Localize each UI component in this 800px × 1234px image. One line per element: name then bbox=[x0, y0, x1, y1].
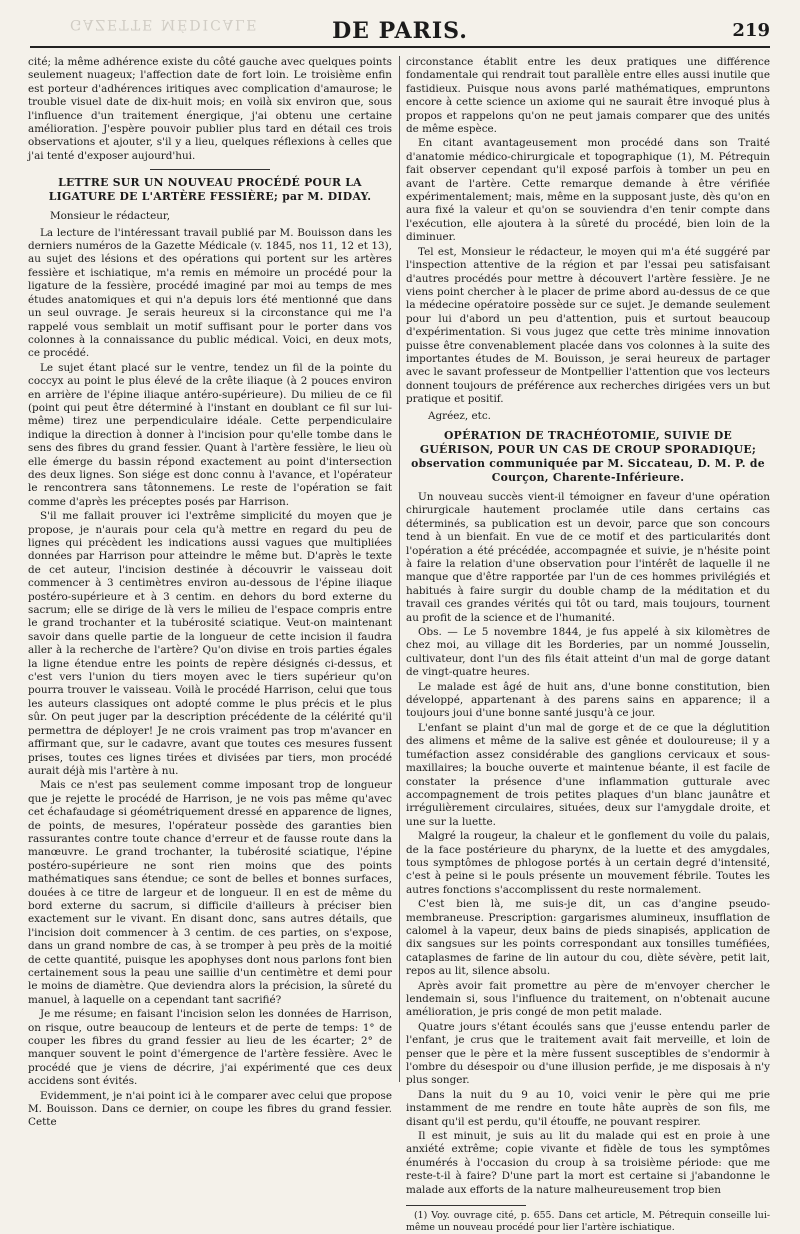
paragraph: Evidemment, je n'ai point ici à le comparer avec celui que propose M. Bouisson. Dans ce dernier, on coupe les fibres du grand fessier. Cette bbox=[28, 1089, 392, 1129]
paragraph: La lecture de l'intéressant travail publié par M. Bouisson dans les derniers numéros de la Gazette Médicale (v. 1845, nos 11, 12 et 13), au sujet des lésions et des opérations qui portent sur les artères fessière et ischiatique, m'a remis en mémoire un procédé pour la ligature de la fessière, procédé imaginé par moi au temps de mes études anatomiques et qui n'a depuis lors été mentionné que dans un seul ouvrage. Je serais heureux si la circonstance qui me l'a rappelé vous semblait un motif suffisant pour le porter dans vos colonnes à la connaissance du public médical. Voici, en deux mots, ce procédé. bbox=[28, 226, 392, 360]
paragraph: Un nouveau succès vient-il témoigner en faveur d'une opération chirurgicale hautement proclamée utile dans certains cas déterminés, sa publication est un devoir, parce que son concours tend à un bienfait. En vue de ce motif et des particularités dont l'opération a été précédée, accompagnée et suivie, je n'hésite point à faire la relation d'une observation pour l'intérêt de laquelle il ne manque que d'être rapportée par l'un de ces hommes privilégiés et habitués à faire surgir du double champ de la méditation et du travail ces grandes vérités qui tôt ou tard, mais toujours, tournent au profit de la science et de l'humanité. bbox=[406, 490, 770, 624]
article-title-tracheotomie: OPÉRATION DE TRACHÉOTOMIE, SUIVIE DE GUÉRISON, POUR UN CAS DE CROUP SPORADIQUE; observation communiquée par M. Siccateau, D. M. P. de Courçon, Charente-Inférieure. bbox=[411, 428, 765, 484]
left-column bbox=[28, 56, 392, 1129]
paragraph: Le malade est âgé de huit ans, d'une bonne constitution, bien développé, appartenant à des parens sains en apparence; il a toujours joui d'une bonne santé jusqu'à ce jour. bbox=[406, 680, 770, 720]
footnote-rule bbox=[406, 1205, 526, 1206]
paragraph: Il est minuit, je suis au lit du malade qui est en proie à une anxiété extrême; copie vivante et fidèle de tous les symptômes énumérés à l'occasion du croup à sa troisième période: que me reste-t-il à faire? D'une part la mort est certaine si j'abandonne le malade aux efforts de la nature malheureusement trop bien bbox=[406, 1130, 770, 1196]
paragraph: Quatre jours s'étant écoulés sans que j'eusse entendu parler de l'enfant, je crus que le traitement avait fait merveille, et loin de penser que le père et la mère fussent susceptibles de s'endormir à l'ombre du désespoir ou d'une illusion perfide, je me disposais à n'y plus songer. bbox=[406, 1020, 770, 1087]
continued-paragraph: cité; la même adhérence existe du côté gauche avec quelques points seulement nuageux; l'affection date de fort loin. Le troisième enfin est porteur d'adhérences iritiques avec complication d'amaurose; le trouble visuel date de dix-huit mois; en voilà six environ que, sous l'influence d'un traitement énergique, j'ai obtenu une certaine amélioration. J'espère pouvoir publier plus tard en détail ces trois observations et ajouter, s'il y a lieu, quelques réflexions à celles que j'ai tenté d'exposer aujourd'hui. bbox=[28, 56, 392, 162]
journal-title: DE PARIS. bbox=[332, 18, 468, 44]
article-title-diday: LETTRE SUR UN NOUVEAU PROCÉDÉ POUR LA LIGATURE DE L'ARTÈRE FESSIÈRE; par M. DIDAY. bbox=[48, 176, 372, 204]
page-number: 219 bbox=[732, 20, 770, 41]
paragraph: L'enfant se plaint d'un mal de gorge et de ce que la déglutition des alimens et même de la salive est gênée et douloureuse; il y a tuméfaction assez considérable des ganglions cervicaux et sous-maxillaires; la bouche ouverte et maintenue béante, il est facile de constater la présence d'une inflammation gutturale avec accompagnement de trois petites plaques d'un blanc jaunâtre et irrégulièrement circulaires, situées, deux sur l'amygdale droite, et une sur la luette. bbox=[406, 721, 770, 828]
bleed-through-text: GAZETTE MÉDICALE bbox=[70, 16, 259, 32]
separator-rule bbox=[150, 169, 270, 170]
column-divider bbox=[399, 56, 400, 1082]
page-header bbox=[30, 16, 770, 48]
paragraph: Le sujet étant placé sur le ventre, tendez un fil de la pointe du coccyx au point le plus élevé de la crête iliaque (à 2 pouces environ en arrière de l'épine iliaque antéro-supérieure). Du milieu de ce fil (point qui peut être déterminé à l'instant en doublant ce fil sur lui-même) tirez une perpendiculaire idéale. Cette perpendiculaire indique la direction à donner à l'incision pour qu'elle tombe dans le sens des fibres du grand fessier. Quant à l'artère fessière, le lieu où elle émerge du bassin répond exactement au point d'intersection des deux lignes. Son siége est donc connu à l'avance, et l'opérateur le rencontrera sans tâtonnemens. Le reste de l'opération se fait comme d'après les préceptes posés par Harrison. bbox=[28, 361, 392, 508]
paragraph: Obs. — Le 5 novembre 1844, je fus appelé à six kilomètres de chez moi, au village dit les Borderies, par un nommé Jousselin, cultivateur, dont l'un des fils était atteint d'un mal de gorge datant de vingt-quatre heures. bbox=[406, 626, 770, 679]
paragraph: Après avoir fait promettre au père de m'envoyer chercher le lendemain si, sous l'influence du traitement, on n'obtenait aucune amélioration, je pris congé de mon petit malade. bbox=[406, 979, 770, 1019]
paragraph: Dans la nuit du 9 au 10, voici venir le père qui me prie instamment de me rendre en toute hâte auprès de son fils, me disant qu'il est perdu, qu'il étouffe, ne pouvant respirer. bbox=[406, 1088, 770, 1128]
continued-paragraph: circonstance établit entre les deux pratiques une différence fondamentale qui rendrait tout parallèle entre elles aussi inutile que fastidieux. Puisque nous avons parlé mathématiques, empruntons encore à cette science un axiome qui ne saurait être invoqué plus à propos et rappelons qu'on ne peut jamais comparer que des unités de même espèce. bbox=[406, 56, 770, 136]
paragraph: Malgré la rougeur, la chaleur et le gonflement du voile du palais, de la face postérieure du pharynx, de la luette et des amygdales, tous symptômes de phlogose portés à un certain degré d'intensité, c'est à peine si le pouls présente un mouvement fébrile. Toutes les autres fonctions s'accomplissent du reste normalement. bbox=[406, 830, 770, 896]
paragraph: En citant avantageusement mon procédé dans son Traité d'anatomie médico-chirurgicale et topographique (1), M. Pétrequin fait observer cependant qu'il exposé parfois à tomber un peu en avant de l'artère. Cette remarque demande à être vérifiée expérimentalement; mais, même en la supposant juste, dès qu'on en aura fixé la valeur et qu'on se souviendra d'en tenir compte dans l'exécution, elle ajoutera à la sûreté du procédé, bien loin de la diminuer. bbox=[406, 137, 770, 244]
footnote: (1) Voy. ouvrage cité, p. 655. Dans cet article, M. Pétrequin conseille lui-même un nouveau procédé pour lier l'artère ischiatique. bbox=[406, 1210, 770, 1234]
paragraph: Tel est, Monsieur le rédacteur, le moyen qui m'a été suggéré par l'inspection attentive de la région et par l'essai peu satisfaisant d'autres procédés pour mettre à découvert l'artère fessière. Je ne viens point chercher à le placer de prime abord au-dessus de ce que la médecine opératoire possède sur ce sujet. Je demande seulement pour lui d'abord un peu d'attention, puis et surtout beaucoup d'expérimentation. Si vous jugez que cette très minime innovation puisse être convenablement placée dans vos colonnes à la suite des importantes études de M. Bouisson, je serai heureux de partager avec le savant professeur de Montpellier l'attention que vos lecteurs donnent toujours de préférence aux recherches dirigées vers un but pratique et positif. bbox=[406, 245, 770, 406]
signoff: Agréez, etc. bbox=[428, 409, 491, 422]
salutation: Monsieur le rédacteur, bbox=[50, 210, 171, 223]
paragraph: Je me résume; en faisant l'incision selon les données de Harrison, on risque, outre beaucoup de lenteurs et de perte de temps: 1° de couper les fibres du grand fessier au lieu de les écarter; 2° de manquer souvent le point d'émergence de l'artère fessière. Avec le procédé que je viens de décrire, j'ai expérimenté que ces deux accidens sont évités. bbox=[28, 1008, 392, 1088]
paragraph: C'est bien là, me suis-je dit, un cas d'angine pseudo-membraneuse. Prescription: gargarismes alumineux, insufflation de calomel à la vapeur, deux bains de pieds sinapisés, application de dix sangsues sur les points correspondant aux tonsilles tuméfiées, cataplasmes de farine de lin autour du cou, diète sévère, petit lait, repos au lit, silence absolu. bbox=[406, 898, 770, 978]
paragraph: S'il me fallait prouver ici l'extrême simplicité du moyen que je propose, je n'aurais pour cela qu'à mettre en regard du peu de lignes qui précèdent les indications aussi vagues que multipliées données par Harrison pour atteindre le même but. D'après le texte de cet auteur, l'incision destinée à découvrir le vaisseau doit commencer à 3 centimètres environ au-dessous de l'épine iliaque postéro-supérieure et à 3 centim. en dehors du bord externe du sacrum; elle se dirige de là vers le milieu de l'espace compris entre le grand trochanter et la tubérosité sciatique. Veut-on maintenant savoir dans quelle partie de la longueur de cette incision il faudra aller à la recherche de l'artère? Qu'on divise en trois parties égales la ligne étendue entre les points de repère désignés ci-dessus, et c'est vers l'union du tiers moyen avec le tiers supérieur qu'on pourra trouver le vaisseau. Voilà le procédé Harrison, celui que tous les auteurs classiques ont adopté comme le plus précis et le plus sûr. On peut juger par la description précédente de la célérité qu'il permettra de déployer! Je ne crois vraiment pas trop m'avancer en affirmant que, sur le cadavre, avant que toutes ces mesures fussent prises, toutes ces lignes tirées et divisées par tiers, mon procédé aurait déjà mis l'artère à nu. bbox=[28, 510, 392, 777]
right-column bbox=[406, 56, 770, 1234]
paragraph: Mais ce n'est pas seulement comme imposant trop de longueur que je rejette le procédé de Harrison, je ne vois pas même qu'avec cet échafaudage si géométriquement dressé en apparence de lignes, de points, de mesures, l'opérateur possède des garanties bien rassurantes contre toute chance d'erreur et de fausse route dans la manœuvre. Le grand trochanter, la tubérosité sciatique, l'épine postéro-supérieure ne sont rien moins que des points mathématiques sans étendue; ce sont de belles et bonnes surfaces, douées à ce titre de largeur et de longueur. Il en est de même du bord externe du sacrum, si difficile d'ailleurs à préciser bien exactement sur le vivant. En disant donc, sans autres détails, que l'incision doit commencer à 3 centim. de ces parties, on s'expose, dans un grand nombre de cas, à se tromper à peu près de la moitié de cette quantité, puisque les apophyses dont nous parlons font bien certainement sous la peau une saillie d'un centimètre et demi pour le moins de diamètre. Que deviendra alors la précision, la sûreté du manuel, à laquelle on a cependant tant sacrifié? bbox=[28, 779, 392, 1006]
